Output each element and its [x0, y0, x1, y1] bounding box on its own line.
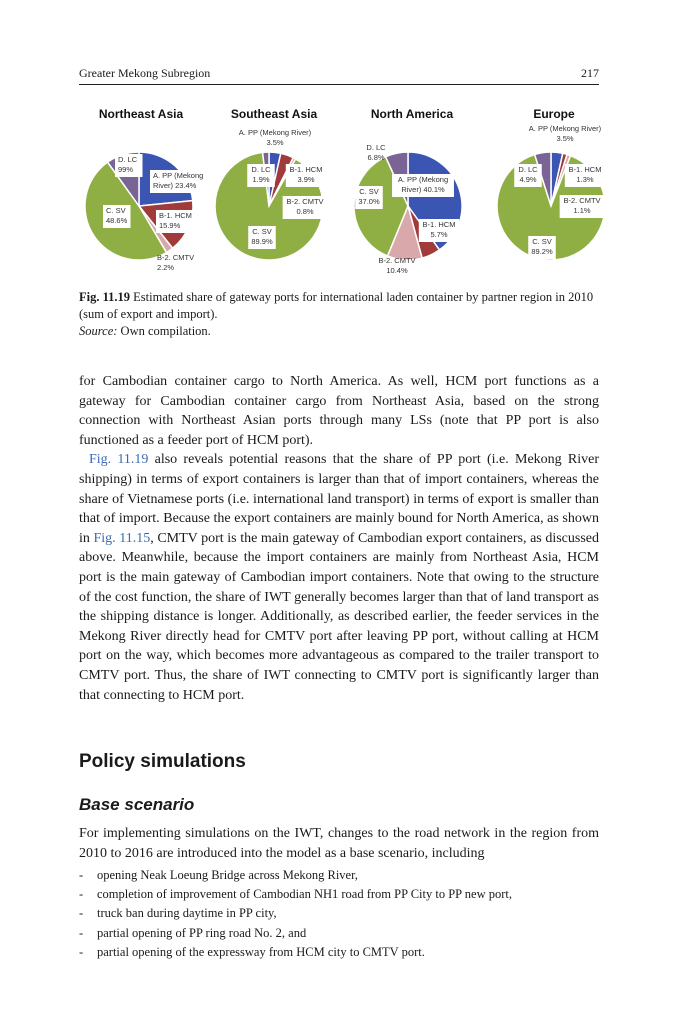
fig-11-15-link[interactable]: Fig. 11.15 [93, 530, 151, 546]
slice-label [392, 174, 454, 197]
slice-label-text: 99% [118, 165, 134, 174]
slice-label-text: D. LC [366, 143, 386, 152]
scenario-list [79, 866, 599, 962]
slice-label-text: D. LC [518, 165, 538, 174]
slice-label-text: C. SV [532, 237, 552, 246]
slice-label [286, 164, 326, 187]
bullet-dash: - [79, 925, 84, 940]
paragraph-2-part-b: , CMTV port is the main gateway of Cambodian export containers, as discussed above. Meanwhile, because the import containers are mainly from Northeast Asia, HCM port is the main gateway of Cambodian import containers. Note that owing to the structure of the cost function, the share of IWT generally becomes larger than that of land transport as the shipping distance is longer. Additionally, as described earlier, the feeder services in the Mekong River directly head for CMTV port after leaving PP port, without calling at HCM port on the way, which becomes more advantageous as compared to the trailer transport to CMTV port. Thus, the share of IWT connecting to CMTV port is significantly larger than that connecting to HCM port. [79, 530, 599, 703]
subsection-heading: Base scenario [79, 795, 195, 814]
slice-label-text: B-2. CMTV [563, 196, 601, 205]
slice-label-text: River) 40.1% [401, 185, 445, 194]
slice-label-text: A. PP (Mekong River) [238, 128, 312, 137]
slice-label [514, 164, 542, 187]
running-header [79, 62, 599, 85]
list-item-text: opening Neak Loeung Bridge across Mekong River, [97, 868, 358, 882]
slice-label-text: A. PP (Mekong [153, 171, 204, 180]
slice-label [115, 154, 143, 177]
slice-label-text: B-1. HCM [422, 220, 456, 229]
slice-label-text: 37.0% [358, 197, 380, 206]
list-item [79, 943, 599, 962]
slice-label [528, 236, 556, 259]
pie-chart-3 [354, 107, 462, 275]
paragraph-2 [79, 450, 599, 705]
slice-label-text: C. SV [252, 227, 272, 236]
slice-label-text: B-2. CMTV [286, 197, 324, 206]
slice-label [247, 164, 275, 187]
list-item-text: truck ban during daytime in PP city, [97, 906, 277, 921]
bullet-dash: - [79, 906, 84, 921]
pie-title: Europe [533, 107, 575, 121]
slice-label-text: B-2. CMTV [378, 256, 416, 265]
bullet-dash: - [79, 868, 84, 882]
slice-label [378, 256, 415, 275]
list-item-text: completion of improvement of Cambodian NH1 road from PP City to PP new port, [97, 887, 513, 902]
slice-label-text: B-1. HCM [159, 211, 192, 220]
slice-label-text: 2.2% [157, 263, 175, 272]
pie-charts [79, 100, 604, 280]
slice-label-text: 6.8% [367, 153, 385, 162]
slice-label-text: D. LC [118, 155, 138, 164]
slice-label [355, 186, 383, 209]
slice-label-text: B-1. HCM [568, 165, 602, 174]
section-heading: Policy simulations [79, 751, 246, 772]
caption-source-label: Source: [79, 324, 118, 338]
slice-label [157, 253, 194, 272]
caption-source-text: Own compilation. [120, 324, 211, 338]
slice-label [283, 196, 328, 219]
slice-label-text: 3.9% [297, 175, 315, 184]
slice-label [248, 226, 276, 249]
slice-label-text: 89.9% [251, 237, 273, 246]
base-scenario-intro: For implementing simulations on the IWT, changes to the road network in the region from 2010 to 2016 are introduced into the model as a base scenario, including [79, 826, 599, 861]
slice-label-text: 15.9% [159, 221, 181, 230]
slice-label [150, 170, 212, 193]
slice-label [156, 210, 196, 233]
body-text [79, 372, 599, 705]
slice-label-text: 1.3% [576, 175, 594, 184]
figure-11-19 [79, 100, 604, 280]
slice-label [565, 164, 604, 187]
slice-label-text: A. PP (Mekong [397, 175, 449, 184]
pie-title: North America [370, 107, 454, 121]
slice-label [419, 219, 459, 242]
slice-label-text: 1.9% [252, 175, 270, 184]
pie-chart-4 [497, 107, 604, 260]
paragraph-2-part-a: also reveals potential reasons that the share of PP port (i.e. Mekong River shipping) in terms of export containers is larger than that of import containers, whereas the share of Vietnamese ports (i.e. international land transport) in terms of export is smaller than that of import. Because the export containers are mainly bound for North America, as shown in [79, 452, 599, 546]
running-title: Greater Mekong Subregion [79, 66, 211, 80]
bullet-dash: - [79, 944, 84, 959]
page-number: 217 [581, 66, 599, 80]
list-item [79, 885, 599, 904]
slice-label [366, 143, 386, 162]
slice-label-text: D. LC [251, 165, 271, 174]
list-item-text: partial opening of PP ring road No. 2, and [97, 925, 307, 940]
list-item [79, 866, 599, 885]
slice-label-text: 4.9% [519, 175, 537, 184]
pie-title: Northeast Asia [98, 107, 184, 121]
slice-label-text: 1.1% [573, 206, 591, 215]
paragraph-1: for Cambodian container cargo to North America. As well, HCM port functions as a gateway for Cambodian container cargo from Northeast Asia, based on the strong connection with Northeast Asian ports through many LSs (note that PP port is also functioned as a feeder port of HCM port). [79, 374, 599, 448]
caption-text: Estimated share of gateway ports for international laden container by partner region in 2010 (sum of export and import). [79, 290, 594, 321]
slice-label-text: B-1. HCM [289, 165, 323, 174]
slice-label [239, 128, 312, 147]
slice-label-text: 0.8% [296, 207, 314, 216]
slice-label-text: River) 23.4% [153, 181, 197, 190]
slice-label-text: 89.2% [531, 247, 553, 256]
slice-label [560, 195, 604, 218]
figure-caption [79, 289, 599, 340]
list-item-text: partial opening of the expressway from HCM city to CMTV port. [97, 944, 425, 959]
slice-label [529, 124, 602, 143]
slice-label-text: 5.7% [430, 230, 448, 239]
slice-label-text: 48.6% [106, 216, 128, 225]
list-item [79, 904, 599, 923]
pie-chart-1 [85, 107, 212, 272]
slice-label-text: C. SV [359, 187, 379, 196]
slice-label [103, 205, 131, 228]
slice-label-text: 3.5% [556, 134, 574, 143]
fig-11-19-link[interactable]: Fig. 11.19 [89, 452, 149, 468]
slice-label-text: 3.5% [266, 138, 284, 147]
bullet-dash: - [79, 887, 84, 902]
caption-label: Fig. 11.19 [79, 290, 131, 304]
list-item [79, 924, 599, 943]
slice-label-text: C. SV [106, 206, 126, 215]
pie-title: Southeast Asia [230, 107, 318, 121]
pie-chart-2 [215, 107, 327, 260]
slice-label-text: 10.4% [386, 266, 408, 275]
slice-label-text: B-2. CMTV [157, 253, 195, 262]
slice-label-text: A. PP (Mekong River) [528, 124, 602, 133]
